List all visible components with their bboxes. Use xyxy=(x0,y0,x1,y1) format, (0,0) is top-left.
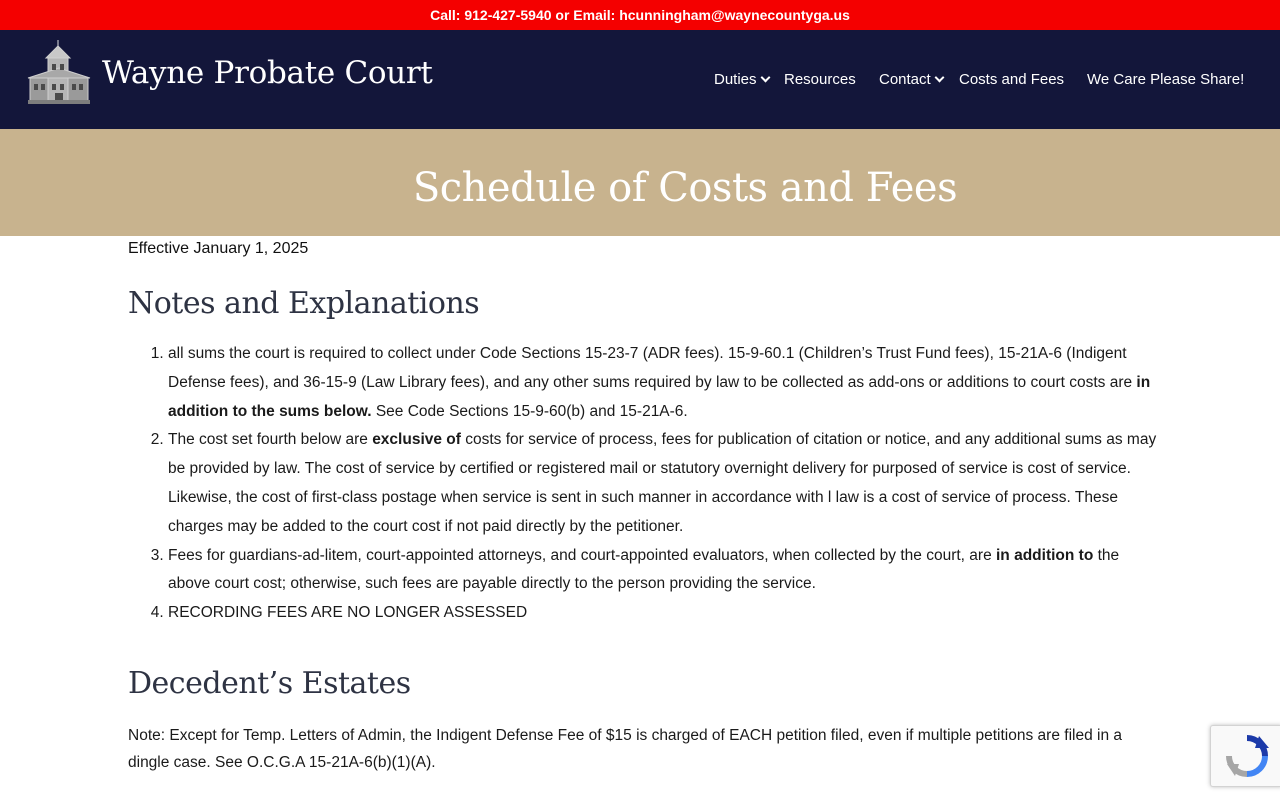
note-emphasis: in addition to the sums below. xyxy=(168,373,1151,420)
notes-list xyxy=(128,340,1158,628)
note-emphasis: in addition to xyxy=(996,546,1094,564)
estates-note: Note: Except for Temp. Letters of Admin, the Indigent Defense Fee of $15 is charged of EACH petition filed, even if multiple petitions are filed in a dingle case. See O.C.G.A 15-21A-6(b)(1)(A). xyxy=(128,727,1122,771)
note-text: Fees for guardians-ad-litem, court-appointed attorneys, and court-appointed evaluators, when collected by the court, are xyxy=(168,546,996,564)
nav-label: Resources xyxy=(784,70,856,88)
site-title[interactable]: Wayne Probate Court xyxy=(102,55,433,91)
note-emphasis: exclusive of xyxy=(372,431,461,449)
nav-label: Duties xyxy=(714,70,757,88)
list-item xyxy=(168,599,1158,628)
note-text: costs for service of process, fees for publication of citation or notice, and any additional sums as may be provided by law. The cost of service by certified or registered mail or statutory overnight delivery for purposed of service is cost of service. Likewise, the cost of first-class postage when service is sent in such manner in accordance with l law is a cost of service of process. These charges may be added to the court cost if not paid directly by the petitioner. xyxy=(168,431,1157,535)
effective-date: Effective January 1, 2025 xyxy=(128,240,309,257)
list-item xyxy=(168,426,1158,541)
recaptcha-icon xyxy=(1225,734,1269,778)
nav-we-care-please-share[interactable] xyxy=(1087,69,1244,89)
nav-contact[interactable] xyxy=(879,69,943,89)
note-text: The cost set fourth below are xyxy=(168,431,373,449)
chevron-down-icon xyxy=(934,73,944,83)
chevron-down-icon xyxy=(760,73,770,83)
note-text: RECORDING FEES ARE NO LONGER ASSESSED xyxy=(168,604,528,622)
main-nav xyxy=(0,30,1280,129)
note-text: See Code Sections 15-9-60(b) and 15-21A-6. xyxy=(371,402,688,420)
nav-label: We Care Please Share! xyxy=(1087,70,1245,88)
nav-costs-and-fees[interactable] xyxy=(959,69,1064,89)
page-banner xyxy=(0,129,1280,236)
list-item xyxy=(168,542,1158,600)
contact-text: Call: 912-427-5940 or Email: hcunningham@waynecountyga.us xyxy=(430,7,850,23)
top-contact-bar xyxy=(0,0,1280,30)
note-text: the above court cost; otherwise, such fees are payable directly to the person providing the service. xyxy=(168,546,1120,593)
page-title: Schedule of Costs and Fees xyxy=(412,165,958,211)
nav-resources[interactable] xyxy=(784,69,856,89)
nav-label: Contact xyxy=(879,70,931,88)
notes-heading: Notes and Explanations xyxy=(128,286,480,321)
estates-heading: Decedent’s Estates xyxy=(128,666,411,701)
nav-duties[interactable] xyxy=(714,69,769,89)
nav-label: Costs and Fees xyxy=(959,70,1065,88)
site-header xyxy=(0,30,1280,129)
note-text: all sums the court is required to collect under Code Sections 15-23-7 (ADR fees). 15-9-60.1 (Children’s Trust Fund fees), 15-21A-6 (Indigent Defense fees), and 36-15-9 (Law Library fees), and any other sums required by law to be collected as add-ons or additions to court costs are xyxy=(168,345,1137,391)
list-item xyxy=(168,340,1158,426)
recaptcha-badge[interactable] xyxy=(1210,725,1280,787)
